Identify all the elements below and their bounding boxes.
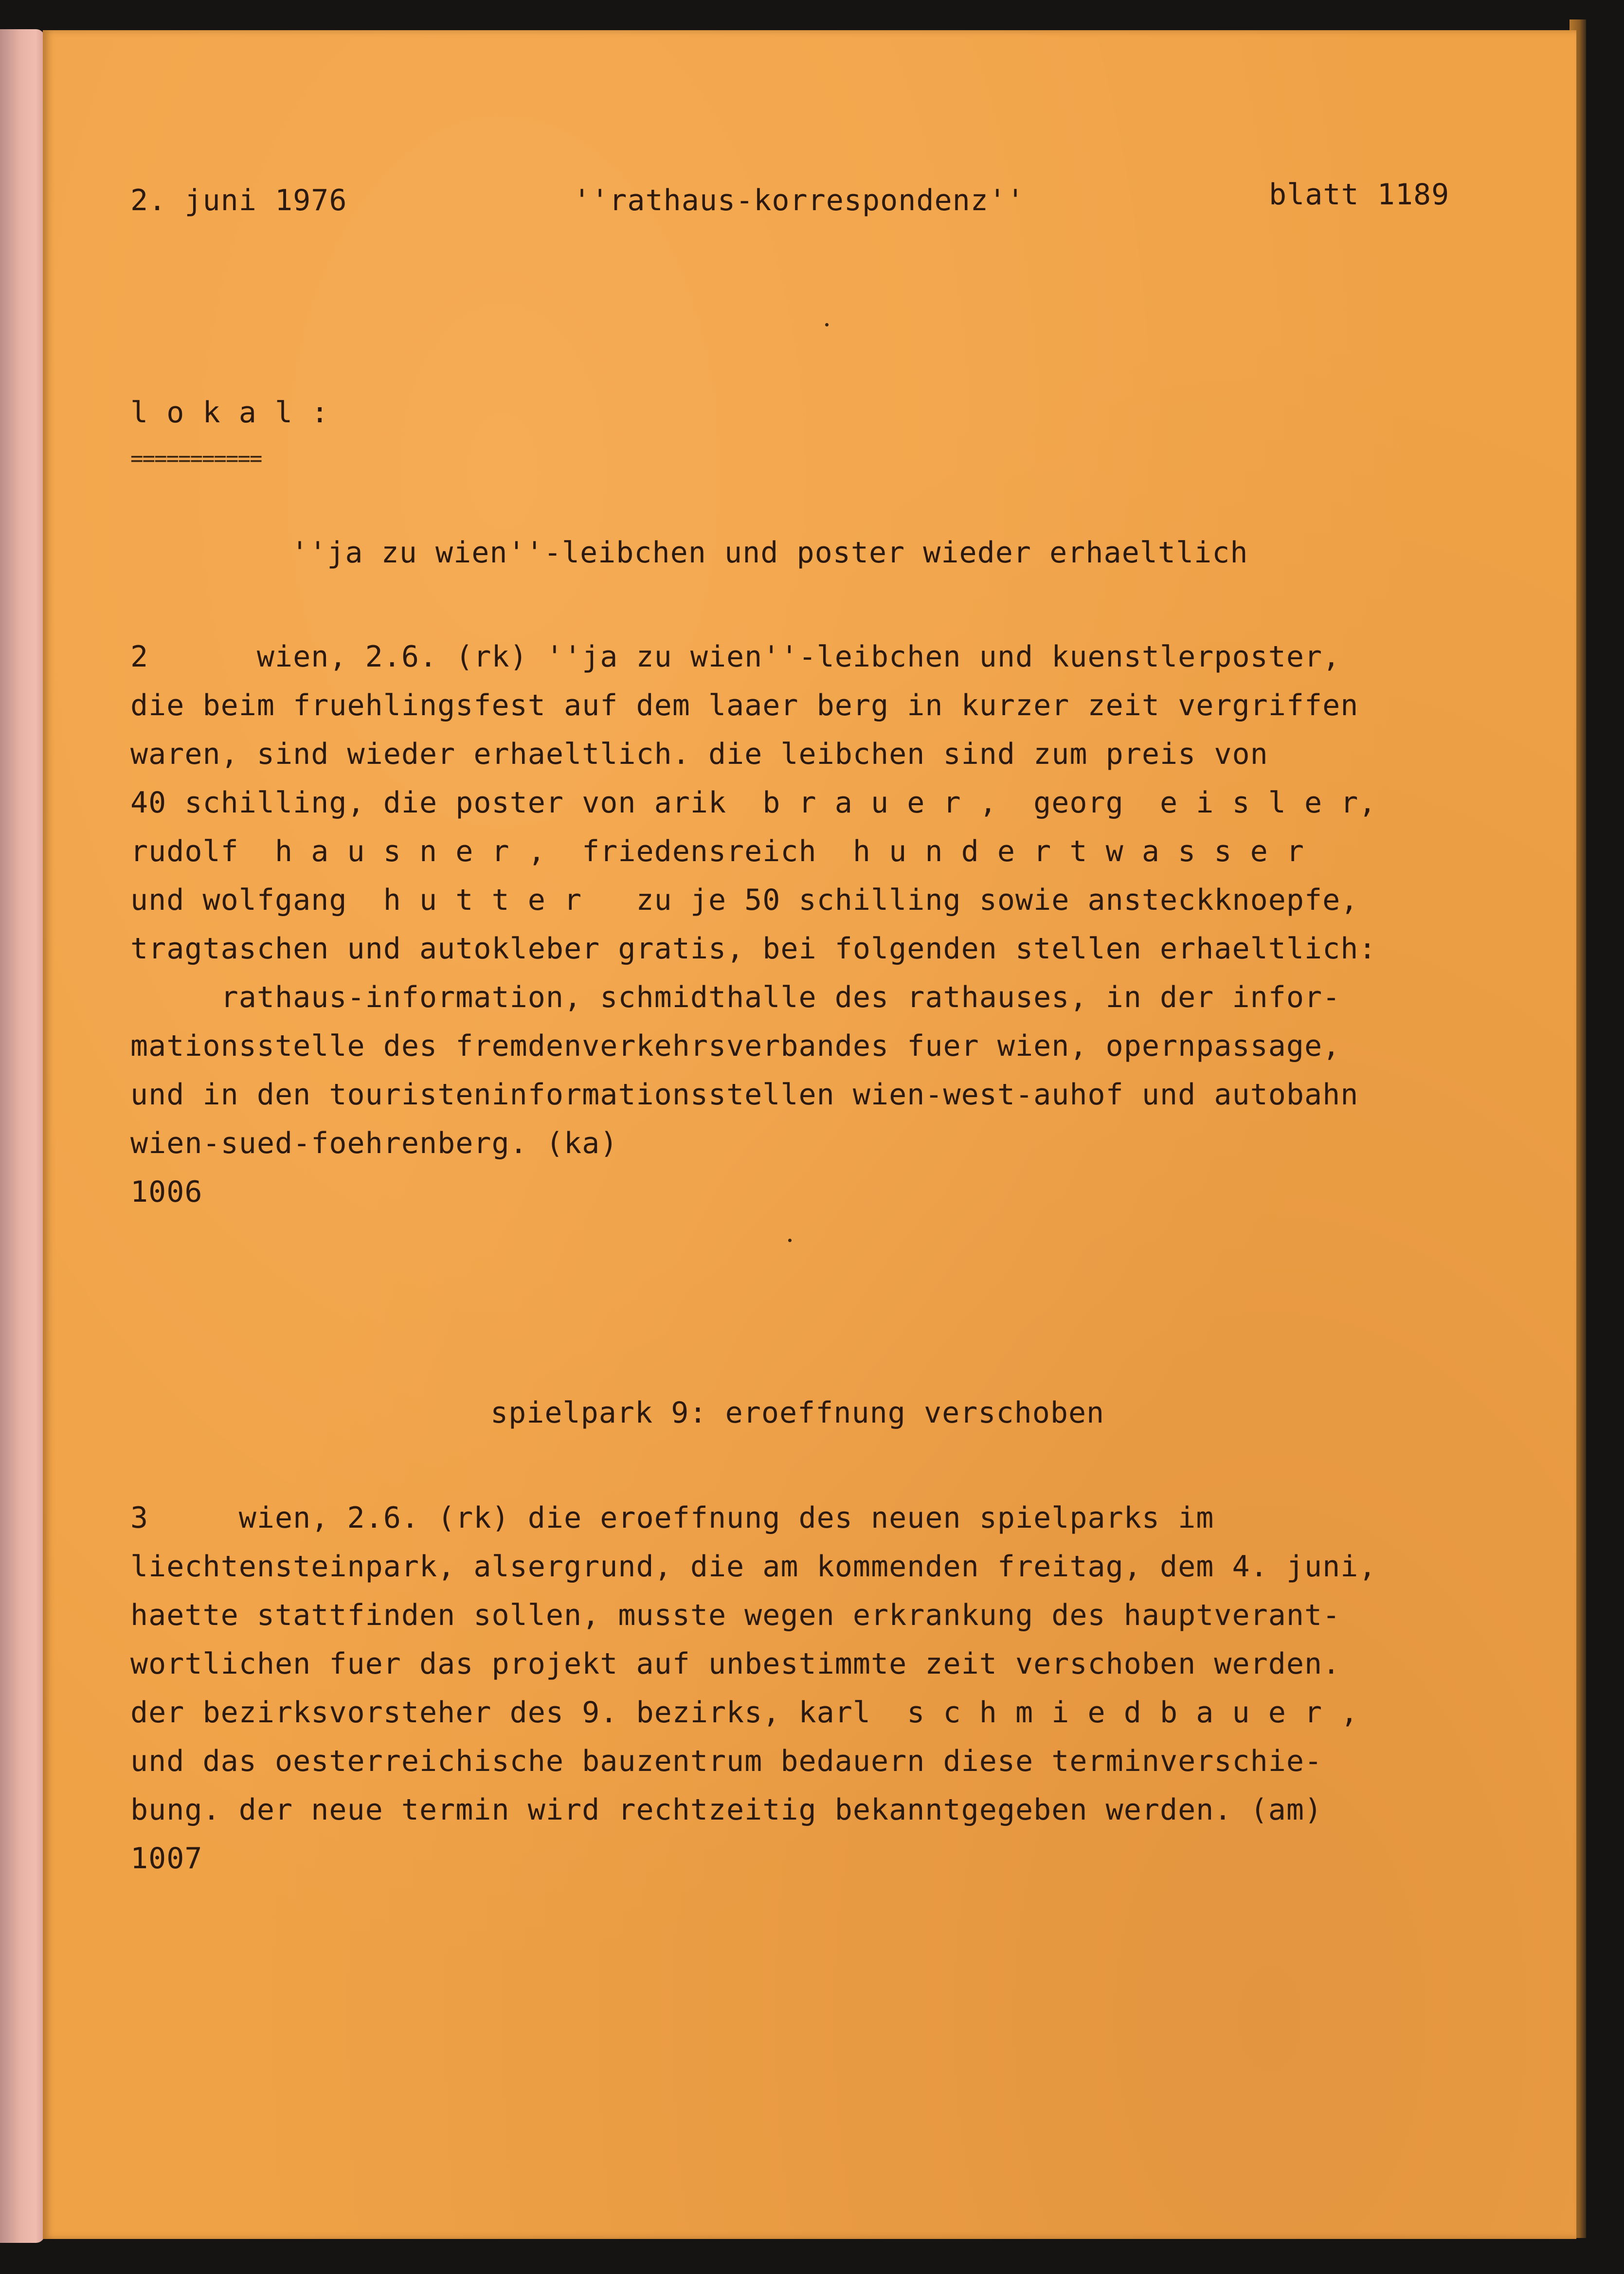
article-line: bung. der neue termin wird rechtzeitig bekanntgegeben werden. (am) [130, 1793, 1323, 1827]
document-sheet [43, 30, 1576, 2239]
article-line: tragtaschen und autokleber gratis, bei folgenden stellen erhaeltlich: [130, 932, 1377, 966]
header-date: 2. juni 1976 [130, 183, 347, 217]
article-line: und das oesterreichische bauzentrum bedauern diese terminverschie- [130, 1744, 1323, 1778]
header-page-number: blatt 1189 [1269, 178, 1450, 212]
article-line: wien-sued-foehrenberg. (ka) [130, 1126, 618, 1160]
article-line: mationsstelle des fremdenverkehrsverbandes fuer wien, opernpassage, [130, 1029, 1341, 1063]
article-headline: ''ja zu wien''-leibchen und poster wieder erhaeltlich [291, 536, 1248, 570]
adjacent-page-edge [0, 29, 45, 2243]
article-line: haette stattfinden sollen, musste wegen erkrankung des hauptverant- [130, 1598, 1341, 1632]
article-line: wortlichen fuer das projekt auf unbestimmte zeit verschoben werden. [130, 1647, 1341, 1681]
article-line: die beim fruehlingsfest auf dem laaer berg in kurzer zeit vergriffen [130, 688, 1359, 722]
article-line: 3 wien, 2.6. (rk) die eroeffnung des neuen spielparks im [130, 1501, 1214, 1535]
article-line: liechtensteinpark, alsergrund, die am kommenden freitag, dem 4. juni, [130, 1550, 1377, 1584]
article-number: 1007 [130, 1841, 203, 1876]
article-line: waren, sind wieder erhaeltlich. die leibchen sind zum preis von [130, 737, 1268, 771]
article-line: 40 schilling, die poster von arik b r a u e r , georg e i s l e r, [130, 786, 1377, 820]
article-line: und in den touristeninformationsstellen wien-west-auhof und autobahn [130, 1078, 1359, 1112]
article-line: 2 wien, 2.6. (rk) ''ja zu wien''-leibchen und kuenstlerposter, [130, 640, 1341, 674]
header-publication: ''rathaus-korrespondenz'' [573, 183, 1025, 217]
article-line: und wolfgang h u t t e r zu je 50 schilling sowie ansteckknoepfe, [130, 883, 1359, 917]
article-line: rathaus-information, schmidthalle des rathauses, in der infor- [130, 980, 1341, 1014]
section-underline: =========== [130, 446, 262, 471]
article-number: 1006 [130, 1175, 203, 1209]
article-line: rudolf h a u s n e r , friedensreich h u n d e r t w a s s e r [130, 834, 1304, 868]
speck [825, 323, 829, 326]
speck [788, 1239, 792, 1242]
article-line: der bezirksvorsteher des 9. bezirks, karl s c h m i e d b a u e r , [130, 1696, 1359, 1730]
article-headline: spielpark 9: eroeffnung verschoben [490, 1396, 1105, 1430]
section-title: l o k a l : [130, 396, 329, 430]
